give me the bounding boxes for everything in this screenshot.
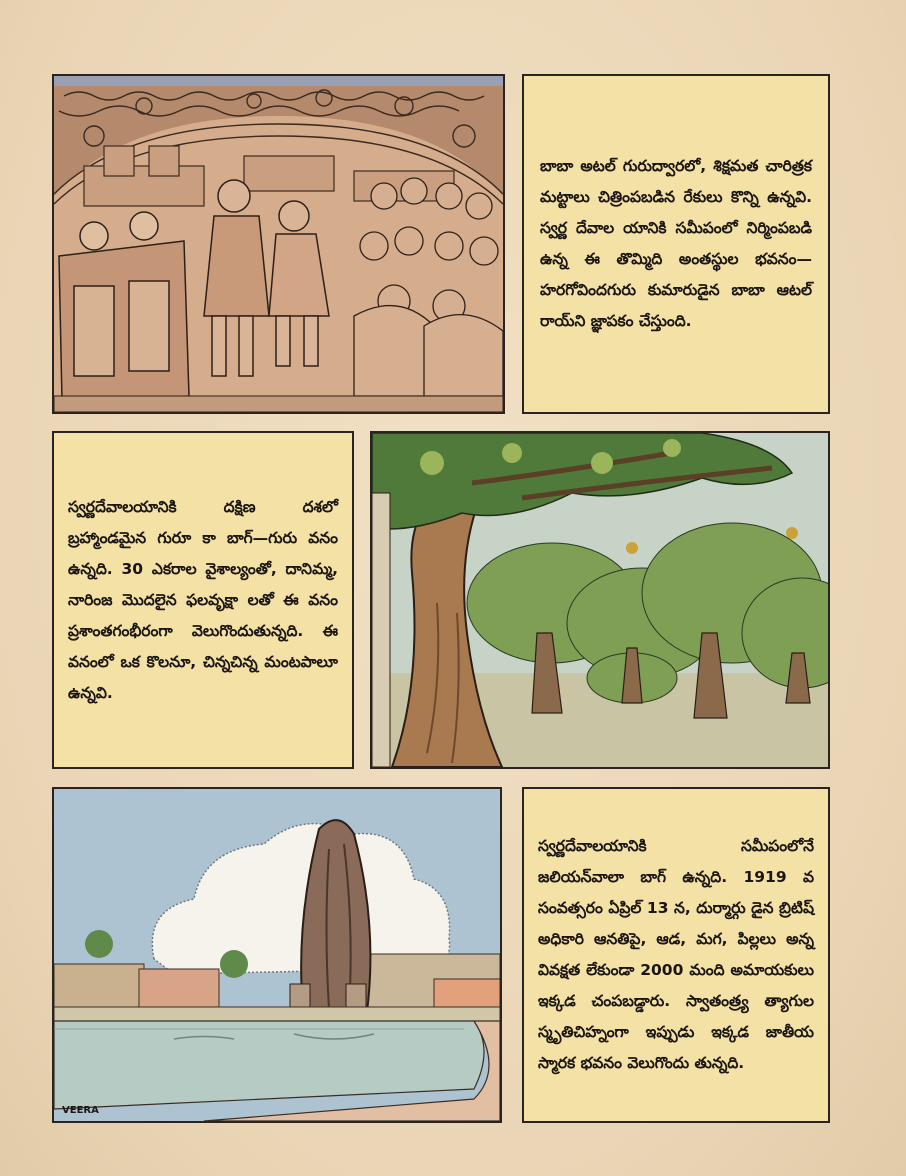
artist-signature: VEERA <box>62 1105 99 1116</box>
garden-trees-illustration <box>370 431 830 769</box>
guru-ka-bagh-caption: స్వర్ణదేవాలయానికి దక్షిణ దశలో బ్రహ్మాండమైన గురూ కా బాగ్—గురు వనం ఉన్నది. 30 ఎకరాల వైశాల్యంతో, దానిమ్మ, నారింజ మొదలైన ఫలవృక్షా లతో ఈ వనం ప్రశాంతగంభీరంగా వెలుగొందుతున్నది. ఈ వనంలో ఒక కొలనూ, చిన్నచిన్న మంటపాలూ ఉన్నవి. <box>68 497 338 702</box>
baba-atal-caption: బాబా అటల్ గురుద్వారలో, శిక్షమత చారిత్రక మట్టాలు చిత్రింపబడిన రేకులు కొన్ని ఉన్నవి. స్వర్ణ దేవాల యానికి సమీపంలో నిర్మింపబడి ఉన్న ఈ తొమ్మిది అంతస్థుల భవనం—హరగోవిందగురు కుమారుడైన బాబా ఆటల్ రాయ్‌ని జ్ఞాపకం చేస్తుంది. <box>540 157 812 330</box>
jallianwala-text-box <box>522 787 830 1123</box>
relief-illustration <box>52 74 505 414</box>
guru-ka-bagh-text-box <box>52 431 354 769</box>
baba-atal-text-box <box>522 74 830 414</box>
jallianwala-caption: స్వర్ణదేవాలయానికి సమీపంలోనే జలియన్‌వాలా బాగ్ ఉన్నది. 1919 వ సంవత్సరం ఏప్రిల్ 13 న, దుర్మార్గు డైన బ్రిటిష్ అధికారి ఆనతిపై, ఆడ, మగ, పిల్లలు అన్న వివక్షత లేకుండా 2000 మంది అమాయకులు ఇక్కడ చంపబడ్డారు. స్వాతంత్ర్య త్యాగుల స్మృతిచిహ్నంగా ఇప్పుడు ఇక్కడ జాతీయ స్మారక భవనం వెలుగొందు తున్నది. <box>538 837 814 1072</box>
memorial-illustration <box>52 787 502 1123</box>
